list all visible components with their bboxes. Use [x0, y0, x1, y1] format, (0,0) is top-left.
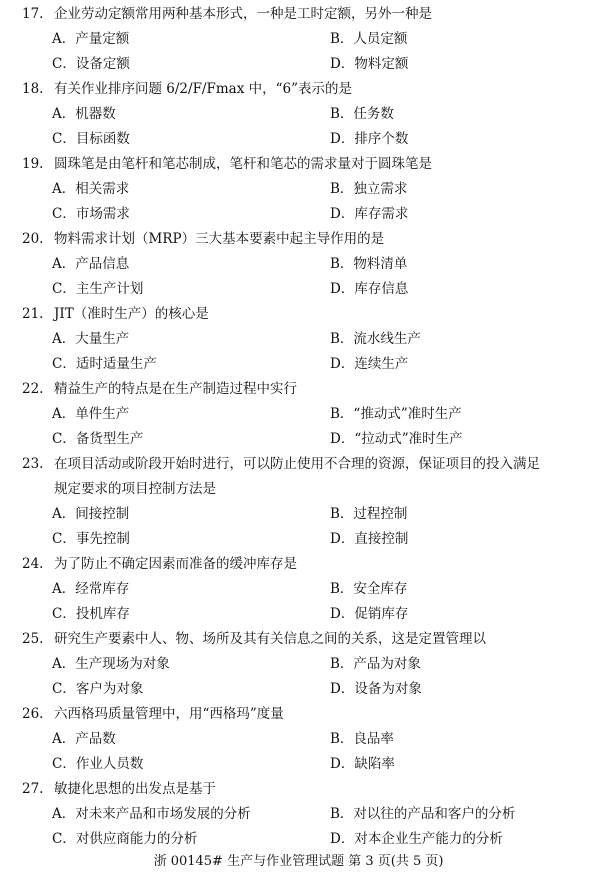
option-d: D．缺陷率 — [330, 756, 395, 772]
option-a: A．产品信息 — [52, 256, 130, 272]
option-d: D．排序个数 — [330, 131, 409, 147]
option-d: D．促销库存 — [330, 606, 409, 622]
question-number: 25. — [22, 631, 44, 647]
question-stem — [22, 452, 582, 477]
option-c: C．主生产计划 — [52, 281, 144, 297]
option-c: C．设备定额 — [52, 56, 130, 72]
option-a: A．大量生产 — [52, 331, 130, 347]
question-number: 24. — [22, 556, 44, 572]
option-a: A．对未来产品和市场发展的分析 — [52, 806, 251, 822]
question-text: 研究生产要素中人、物、场所及其有关信息之间的关系，这是定置管理以 — [54, 631, 486, 647]
option-a: A．经常库存 — [52, 581, 130, 597]
option-b: B．安全库存 — [330, 581, 408, 597]
question-number: 26. — [22, 706, 44, 722]
option-c: C．事先控制 — [52, 531, 130, 547]
option-c: C．备货型生产 — [52, 431, 144, 447]
option-d: D．“拉动式”准时生产 — [330, 431, 463, 447]
option-d: D．直接控制 — [330, 531, 409, 547]
option-c: C．对供应商能力的分析 — [52, 831, 198, 847]
question-text: 企业劳动定额常用两种基本形式，一种是工时定额，另外一种是 — [54, 6, 432, 22]
question-stem — [22, 2, 582, 27]
question-number: 20. — [22, 231, 44, 247]
page-footer: 浙 00145# 生产与作业管理试题 第 3 页(共 5 页) — [153, 854, 444, 869]
question-stem — [22, 702, 582, 727]
question-text-line-2: 规定要求的项目控制方法是 — [54, 481, 216, 497]
option-a: A．产量定额 — [52, 31, 130, 47]
option-b: B．物料清单 — [330, 256, 408, 272]
question-stem — [22, 227, 582, 252]
option-b: B．产品为对象 — [330, 656, 421, 672]
option-a: A．间接控制 — [52, 506, 130, 522]
option-d: D．对本企业生产能力的分析 — [330, 831, 503, 847]
option-c: C．投机库存 — [52, 606, 130, 622]
option-b: B．良品率 — [330, 731, 394, 747]
option-a: A．单件生产 — [52, 406, 130, 422]
question-text: 物料需求计划（MRP）三大基本要素中起主导作用的是 — [54, 231, 385, 247]
question-number: 18. — [22, 81, 44, 97]
question-stem — [22, 627, 582, 652]
question-text: 敏捷化思想的出发点是基于 — [54, 781, 216, 797]
question-text: 有关作业排序问题 6/2/F/Fmax 中，“6”表示的是 — [54, 81, 352, 97]
question-text: JIT（准时生产）的核心是 — [54, 306, 209, 322]
option-a: A．相关需求 — [52, 181, 130, 197]
question-stem — [22, 552, 582, 577]
question-stem — [22, 377, 582, 402]
option-c: C．市场需求 — [52, 206, 130, 222]
option-b: B．对以往的产品和客户的分析 — [330, 806, 516, 822]
option-d: D．设备为对象 — [330, 681, 422, 697]
question-text: 精益生产的特点是在生产制造过程中实行 — [54, 381, 297, 397]
question-text: 在项目活动或阶段开始时进行，可以防止使用不合理的资源，保证项目的投入满足 — [54, 456, 540, 472]
question-number: 22. — [22, 381, 44, 397]
option-c: C．目标函数 — [52, 131, 130, 147]
question-stem-continued — [22, 477, 582, 502]
question-stem — [22, 302, 582, 327]
option-b: B．“推动式”准时生产 — [330, 406, 462, 422]
question-number: 27. — [22, 781, 44, 797]
option-c: C．客户为对象 — [52, 681, 144, 697]
option-a: A．机器数 — [52, 106, 116, 122]
option-d: D．连续生产 — [330, 356, 409, 372]
option-b: B．流水线生产 — [330, 331, 421, 347]
question-number: 19. — [22, 156, 44, 172]
question-text: 为了防止不确定因素而准备的缓冲库存是 — [54, 556, 297, 572]
question-text: 圆珠笔是由笔杆和笔芯制成，笔杆和笔芯的需求量对于圆珠笔是 — [54, 156, 432, 172]
option-d: D．库存信息 — [330, 281, 409, 297]
question-text: 六西格玛质量管理中，用“西格玛”度量 — [54, 706, 284, 722]
question-stem — [22, 77, 582, 102]
option-d: D．物料定额 — [330, 56, 409, 72]
question-number: 21. — [22, 306, 44, 322]
question-number: 23. — [22, 456, 44, 472]
option-a: A．生产现场为对象 — [52, 656, 170, 672]
option-b: B．任务数 — [330, 106, 394, 122]
option-c: C．适时适量生产 — [52, 356, 157, 372]
option-b: B．独立需求 — [330, 181, 408, 197]
option-b: B．过程控制 — [330, 506, 408, 522]
question-number: 17. — [22, 6, 44, 22]
question-stem — [22, 777, 582, 802]
option-d: D．库存需求 — [330, 206, 409, 222]
option-b: B．人员定额 — [330, 31, 408, 47]
option-a: A．产品数 — [52, 731, 116, 747]
question-stem — [22, 152, 582, 177]
option-c: C．作业人员数 — [52, 756, 144, 772]
